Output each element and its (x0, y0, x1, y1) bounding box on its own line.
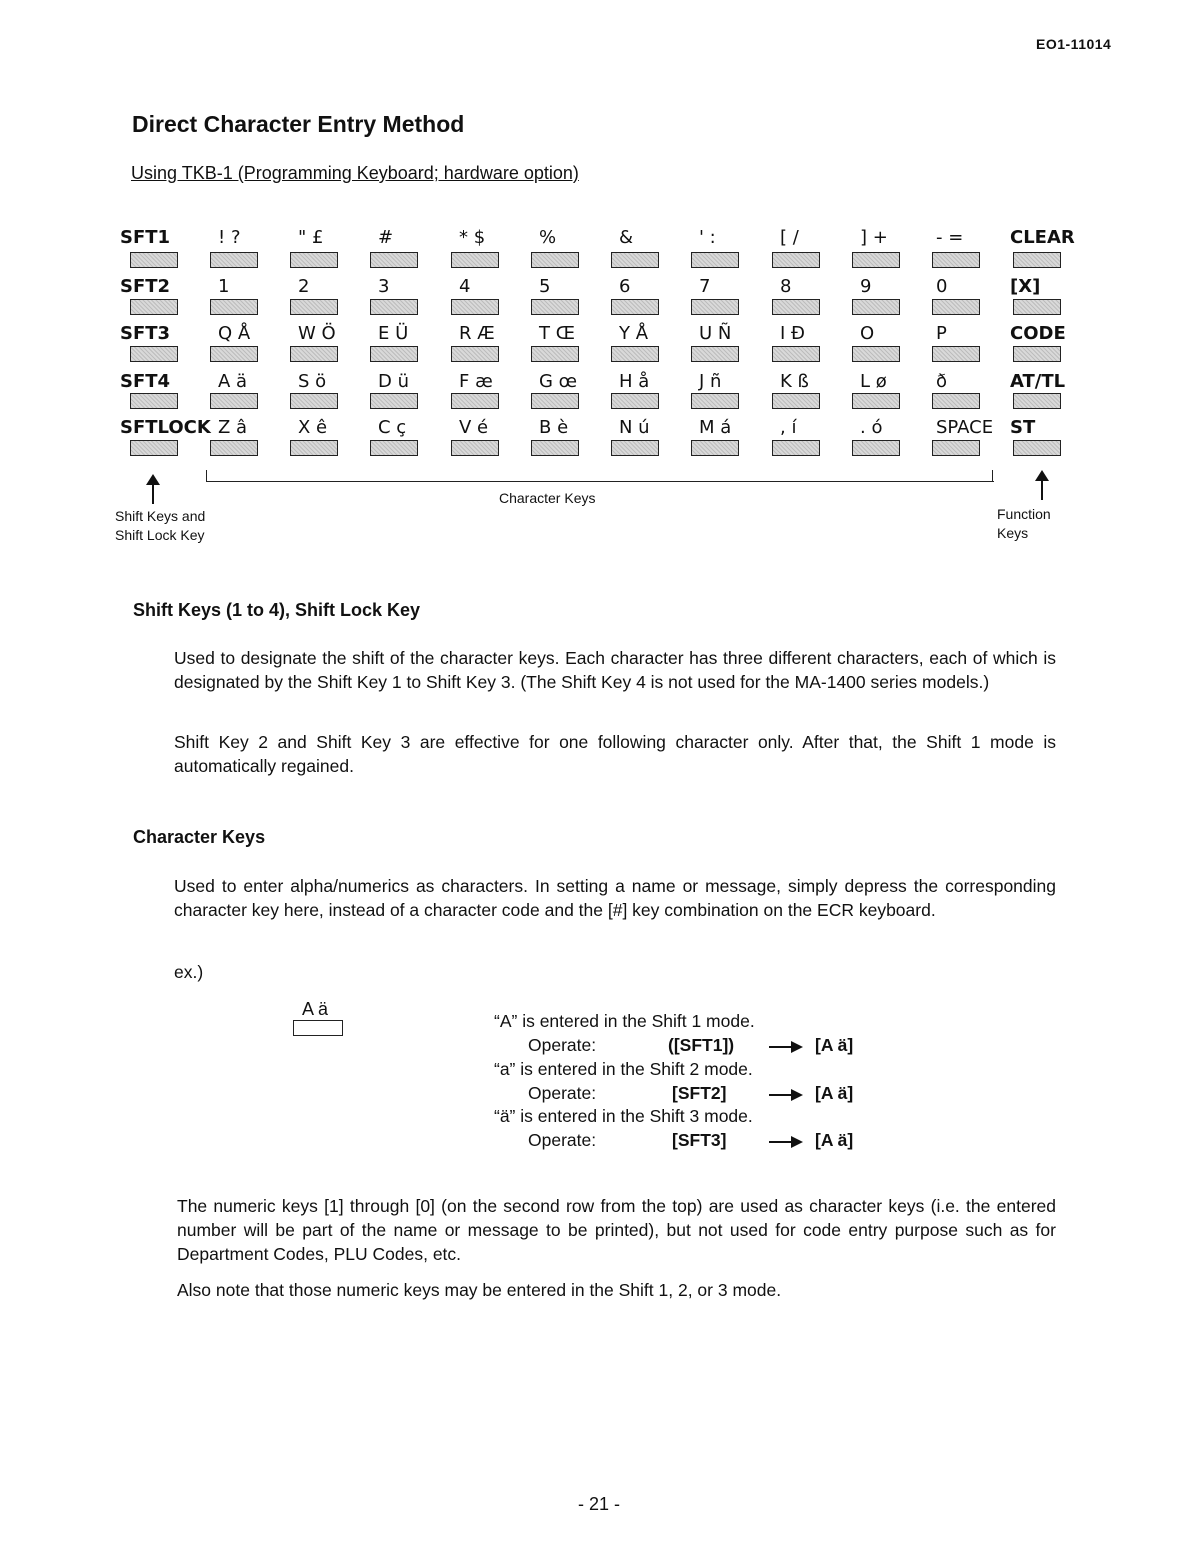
character-key-label: A ä (218, 371, 248, 392)
character-key-label: SPACE (936, 417, 994, 438)
example-desc-3: “ä” is entered in the Shift 3 mode. (494, 1106, 753, 1126)
character-key (932, 393, 980, 409)
character-key-label: V é (459, 417, 489, 438)
example-key (293, 1020, 343, 1036)
character-key (290, 393, 338, 409)
shift-key-label: SFTLOCK (120, 417, 211, 438)
character-key-label: 9 (860, 276, 872, 297)
character-key (611, 252, 659, 268)
character-key-label: Y Å (619, 323, 649, 344)
character-key (370, 440, 418, 456)
shift-key (130, 346, 178, 362)
character-key (932, 440, 980, 456)
character-key-label: P (936, 323, 947, 344)
character-key (370, 346, 418, 362)
character-key (290, 440, 338, 456)
page-subtitle: Using TKB-1 (Programming Keyboard; hardware option) (131, 163, 579, 183)
character-key-label: L ø (860, 371, 887, 392)
document-id: EO1-11014 (1036, 36, 1112, 52)
shift-key-label: SFT2 (120, 276, 171, 297)
example-operate-label-3: Operate: (528, 1130, 597, 1150)
character-key (210, 252, 258, 268)
character-key (932, 299, 980, 315)
character-key (772, 346, 820, 362)
character-key (852, 299, 900, 315)
page-number: - 21 - (578, 1494, 621, 1514)
example-result-2: [A ä] (815, 1083, 854, 1103)
function-key-label: [X] (1010, 276, 1041, 297)
character-key-label: 6 (619, 276, 631, 297)
character-key-label: W Ö (298, 323, 336, 344)
character-key-label: . ó (860, 417, 883, 438)
character-keys-paragraph-1: Used to enter alpha/numerics as characters. In setting a name or message, simply depress the corresponding character key here, instead of a character code and the [#] key combination on the ECR keyboard. (174, 876, 1056, 920)
example-operate-key-1: ([SFT1]) (668, 1035, 735, 1055)
character-key (370, 299, 418, 315)
bracket-right (992, 470, 993, 482)
character-key-label: 0 (936, 276, 948, 297)
character-key-label: S ö (298, 371, 327, 392)
character-key (772, 440, 820, 456)
function-keys-caption-line2: Keys (997, 525, 1029, 541)
shift-keys-caption-line2: Shift Lock Key (115, 527, 205, 543)
example-desc-2: “a” is entered in the Shift 2 mode. (494, 1059, 753, 1079)
character-key (932, 346, 980, 362)
function-key (1013, 440, 1061, 456)
shift-keys-heading: Shift Keys (1 to 4), Shift Lock Key (133, 600, 421, 620)
character-key-label: T Œ (539, 323, 575, 344)
function-key-label: AT/TL (1010, 371, 1066, 392)
character-keys-bracket (206, 481, 994, 482)
character-key (691, 440, 739, 456)
character-key (691, 252, 739, 268)
character-key-label: 7 (699, 276, 711, 297)
character-keys-caption: Character Keys (499, 490, 596, 506)
character-key-label: Q Å (218, 323, 251, 344)
character-key-label: N ú (619, 417, 650, 438)
character-key-label: " £ (298, 227, 324, 248)
character-key-label: 5 (539, 276, 551, 297)
character-key (531, 299, 579, 315)
character-key (451, 252, 499, 268)
character-key-label: - = (936, 227, 964, 248)
character-key (691, 393, 739, 409)
character-keys-heading: Character Keys (133, 827, 266, 847)
function-keys-caption-line1: Function (997, 506, 1051, 522)
character-key-label: 3 (378, 276, 390, 297)
character-key-label: H å (619, 371, 650, 392)
character-key-label: E Ü (378, 323, 409, 344)
character-key (370, 393, 418, 409)
character-keys-paragraph-3: Also note that those numeric keys may be entered in the Shift 1, 2, or 3 mode. (177, 1280, 782, 1300)
character-keys-paragraph-2: The numeric keys [1] through [0] (on the second row from the top) are used as character keys (i.e. the entered number will be part of the name or message to be printed), but not used for code entry purpose such as for Department Codes, PLU Codes, etc. (177, 1196, 1056, 1264)
character-key-label: D ü (378, 371, 409, 392)
example-label: ex.) (174, 962, 204, 982)
character-key-label: G œ (539, 371, 578, 392)
function-key-label: CODE (1010, 323, 1066, 344)
character-key-label: ð (936, 371, 948, 392)
example-operate-label-2: Operate: (528, 1083, 597, 1103)
character-key (772, 252, 820, 268)
character-key (290, 252, 338, 268)
character-key (611, 299, 659, 315)
shift-key-label: SFT1 (120, 227, 171, 248)
example-operate-key-3: [SFT3] (672, 1130, 727, 1150)
character-key (210, 440, 258, 456)
shift-keys-paragraph-1: Used to designate the shift of the character keys. Each character has three different characters, each of which is designated by the Shift Key 1 to Shift Key 3. (The Shift Key 4 is not used for the MA-1400 series models.) (174, 648, 1056, 692)
character-key (451, 299, 499, 315)
function-key (1013, 393, 1061, 409)
shift-key (130, 440, 178, 456)
shift-key-label: SFT4 (120, 371, 171, 392)
character-key-label: J ñ (699, 371, 722, 392)
shift-key (130, 299, 178, 315)
right-arrow-icon (769, 1136, 803, 1148)
page-title: Direct Character Entry Method (132, 111, 465, 137)
character-key (210, 393, 258, 409)
character-key-label: R Æ (459, 323, 495, 344)
shift-key (130, 393, 178, 409)
function-key (1013, 346, 1061, 362)
character-key (691, 346, 739, 362)
character-key-label: 4 (459, 276, 471, 297)
example-operate-label-1: Operate: (528, 1035, 597, 1055)
character-key (451, 346, 499, 362)
shift-key-label: SFT3 (120, 323, 171, 344)
example-result-3: [A ä] (815, 1130, 854, 1150)
character-key (370, 252, 418, 268)
character-key-label: , í (780, 417, 797, 438)
example-desc-1: “A” is entered in the Shift 1 mode. (494, 1011, 755, 1031)
character-key-label: [ / (780, 227, 799, 248)
example-operate-key-2: [SFT2] (672, 1083, 727, 1103)
right-arrow-icon (769, 1089, 803, 1101)
character-key (451, 440, 499, 456)
character-key (772, 299, 820, 315)
example-result-1: [A ä] (815, 1035, 854, 1055)
right-arrow-icon (769, 1041, 803, 1053)
shift-key (130, 252, 178, 268)
character-key-label: M á (699, 417, 732, 438)
character-key-label: 1 (218, 276, 230, 297)
function-key (1013, 252, 1061, 268)
character-key (772, 393, 820, 409)
character-key (531, 346, 579, 362)
character-key-label: U Ñ (699, 323, 732, 344)
character-key (531, 393, 579, 409)
character-key (451, 393, 499, 409)
function-key-label: CLEAR (1010, 227, 1075, 248)
up-arrow-icon (1034, 470, 1050, 500)
character-key (852, 393, 900, 409)
character-key (611, 393, 659, 409)
character-key-label: B è (539, 417, 569, 438)
character-key-label: ' : (699, 227, 716, 248)
up-arrow-icon (145, 474, 161, 504)
character-key (852, 346, 900, 362)
character-key-label: 8 (780, 276, 792, 297)
character-key-label: % (539, 227, 557, 248)
character-key-label: K ß (780, 371, 809, 392)
character-key-label: F æ (459, 371, 493, 392)
shift-keys-caption-line1: Shift Keys and (115, 508, 206, 524)
character-key (531, 440, 579, 456)
character-key-label: O (860, 323, 875, 344)
character-key-label: # (378, 227, 394, 248)
character-key-label: & (619, 227, 634, 248)
character-key-label: ! ? (218, 227, 241, 248)
character-key (531, 252, 579, 268)
example-key-label: A ä (302, 999, 329, 1019)
character-key (932, 252, 980, 268)
character-key (852, 252, 900, 268)
character-key-label: X ê (298, 417, 328, 438)
character-key (611, 440, 659, 456)
character-key (290, 299, 338, 315)
character-key (290, 346, 338, 362)
shift-keys-paragraph-2: Shift Key 2 and Shift Key 3 are effective for one following character only. After that, the Shift 1 mode is automatically regained. (174, 732, 1056, 776)
character-key (210, 346, 258, 362)
function-key (1013, 299, 1061, 315)
character-key (210, 299, 258, 315)
character-key-label: C ç (378, 417, 407, 438)
character-key-label: * $ (459, 227, 486, 248)
character-key-label: Z â (218, 417, 248, 438)
character-key-label: I Đ (780, 323, 805, 344)
function-key-label: ST (1010, 417, 1036, 438)
character-key (691, 299, 739, 315)
character-key (852, 440, 900, 456)
character-key (611, 346, 659, 362)
character-key-label: 2 (298, 276, 310, 297)
character-key-label: ] + (860, 227, 888, 248)
